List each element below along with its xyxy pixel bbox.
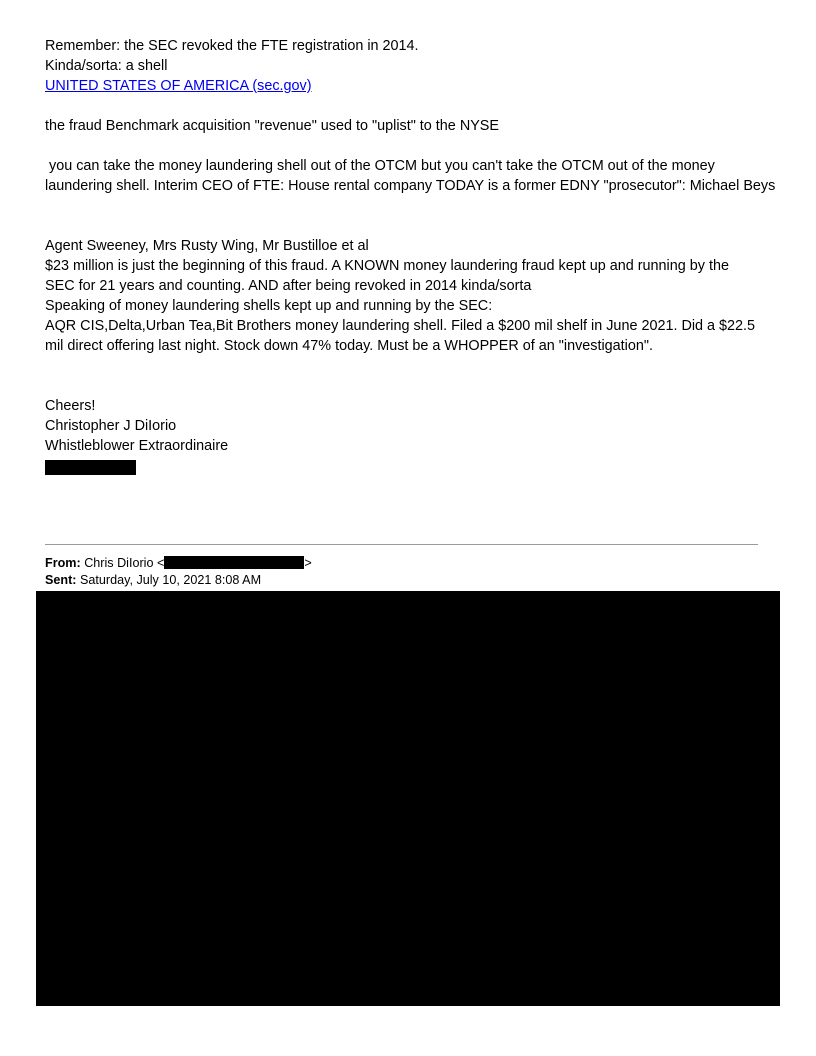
sec-gov-link[interactable]: UNITED STATES OF AMERICA (sec.gov) <box>45 78 312 94</box>
header-from-close: > <box>304 556 312 570</box>
signature-name: Christopher J DiIorio <box>45 418 177 434</box>
body-line-link-wrap <box>45 76 785 96</box>
body-para-fraud-line-3: Speaking of money laundering shells kept up and running by the SEC: <box>45 298 493 314</box>
body-para-fraud-line-4: AQR CIS,Delta,Urban Tea,Bit Brothers money laundering shell. Filed a $200 mil shelf in June 2021. Did a $22.5 <box>45 318 756 334</box>
header-email-redaction-box <box>164 556 304 569</box>
body-para-fraud-line-5: mil direct offering last night. Stock down 47% today. Must be a WHOPPER of an "investigation". <box>45 338 653 354</box>
body-para-otcm-line-1: you can take the money laundering shell out of the OTCM but you can't take the OTCM out of the money <box>45 158 715 174</box>
header-sent-label: Sent: <box>45 573 77 587</box>
signature-title: Whistleblower Extraordinaire <box>45 438 229 454</box>
header-from-name: Chris DiIorio < <box>84 556 165 570</box>
header-from-line <box>45 555 312 571</box>
body-line-shell: Kinda/sorta: a shell <box>45 58 168 74</box>
header-sent-line <box>45 572 261 588</box>
signature-closing: Cheers! <box>45 398 96 414</box>
body-para-otcm-line-2: laundering shell. Interim CEO of FTE: House rental company TODAY is a former EDNY "prosecutor": Michael Beys <box>45 178 776 194</box>
body-para-fraud-line-1: $23 million is just the beginning of this fraud. A KNOWN money laundering fraud kept up and running by the <box>45 258 729 274</box>
body-para-fraud-line-2: SEC for 21 years and counting. AND after being revoked in 2014 kinda/sorta <box>45 278 532 294</box>
body-line-benchmark: the fraud Benchmark acquisition "revenue" used to "uplist" to the NYSE <box>45 118 500 134</box>
header-from-label: From: <box>45 556 81 570</box>
message-separator <box>45 544 758 545</box>
large-redaction-block <box>36 591 780 1006</box>
header-sent-value: Saturday, July 10, 2021 8:08 AM <box>79 573 262 587</box>
signature-redaction-box <box>45 460 136 475</box>
body-salutation: Agent Sweeney, Mrs Rusty Wing, Mr Bustilloe et al <box>45 238 369 254</box>
body-line-sec-revoked: Remember: the SEC revoked the FTE registration in 2014. <box>45 38 419 54</box>
